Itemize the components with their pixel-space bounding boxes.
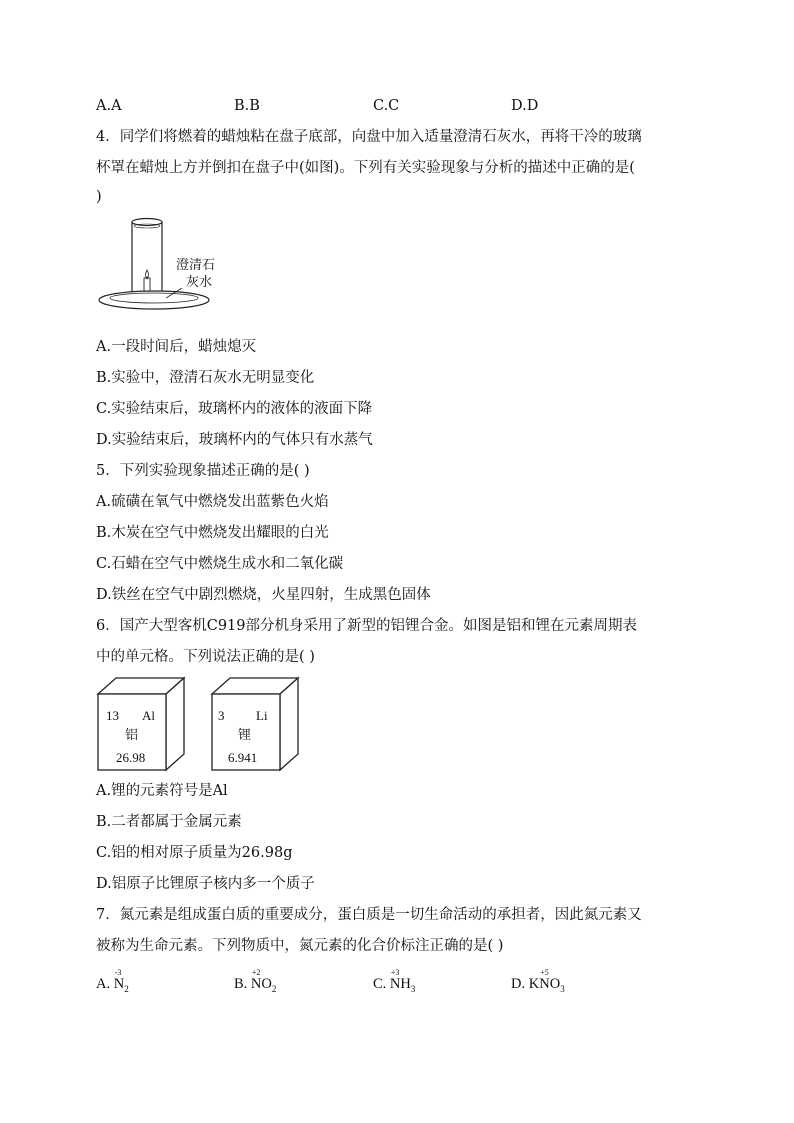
element-cell-lithium <box>210 676 300 772</box>
lithium-symbol: Li <box>256 708 268 723</box>
q6-option-a: A.锂的元素符号是Al <box>96 783 228 799</box>
subscript: 3 <box>560 984 565 994</box>
q3-option-d: D.D <box>511 98 539 114</box>
element-symbol: K <box>528 976 540 992</box>
q6-option-d: D.铝原子比锂原子核内多一个质子 <box>96 876 315 892</box>
element-symbol: O <box>549 976 561 992</box>
element-symbol: N <box>389 976 401 992</box>
lithium-mass: 6.941 <box>228 750 258 765</box>
q7-option-b <box>234 968 277 994</box>
q7-option-a <box>96 968 129 994</box>
option-letter: D. <box>511 976 526 992</box>
q4-stem-line3: ) <box>96 189 102 205</box>
q5-option-c: C.石蜡在空气中燃烧生成水和二氧化碳 <box>96 556 344 572</box>
subscript: 3 <box>410 984 416 994</box>
q3-option-b: B.B <box>234 98 260 114</box>
q7-stem-line2: 被称为生命元素。下列物质中，氮元素的化合价标注正确的是( ) <box>96 938 504 954</box>
lithium-atomic-number: 3 <box>218 708 225 723</box>
oxidation-state: -3 <box>114 968 122 977</box>
q7-option-d <box>511 968 565 994</box>
q5-option-a: A.硫磺在氧气中燃烧发出蓝紫色火焰 <box>96 494 329 510</box>
q6-stem-line2: 中的单元格。下列说法正确的是( ) <box>96 649 315 665</box>
q3-option-a: A.A <box>96 98 122 114</box>
q4-option-b: B.实验中，澄清石灰水无明显变化 <box>96 370 315 386</box>
q6-option-c: C.铝的相对原子质量为26.98g <box>96 845 293 861</box>
q6-option-b: B.二者都属于金属元素 <box>96 814 242 830</box>
q6-stem-line1: 6．国产大型客机C919部分机身采用了新型的铝锂合金。如图是铝和锂在元素周期表 <box>96 618 637 634</box>
figure-label-line2: 灰水 <box>186 274 213 289</box>
element-symbol: N <box>539 976 550 992</box>
aluminum-mass: 26.98 <box>116 750 146 765</box>
q7-stem-line1: 7．氮元素是组成蛋白质的重要成分，蛋白质是一切生命活动的承担者，因此氮元素又 <box>96 907 642 923</box>
oxidation-state: +3 <box>390 968 400 977</box>
q5-stem: 5．下列实验现象描述正确的是( ) <box>96 463 310 479</box>
option-letter: C. <box>373 976 387 992</box>
element-cell-aluminum <box>96 676 186 772</box>
q7-option-c <box>373 968 416 994</box>
element-symbol: N <box>113 976 125 992</box>
q5-option-d: D.铁丝在空气中剧烈燃烧，火星四射，生成黑色固体 <box>96 587 431 603</box>
q4-stem-line2: 杯罩在蜡烛上方并倒扣在盘子中(如图)。下列有关实验现象与分析的描述中正确的是( <box>96 160 635 176</box>
subscript: 2 <box>271 984 277 994</box>
oxidation-state: +2 <box>251 968 261 977</box>
q5-option-b: B.木炭在空气中燃烧发出耀眼的白光 <box>96 525 329 541</box>
lithium-name: 锂 <box>238 727 252 742</box>
figure-label-line1: 澄清石 <box>176 257 216 272</box>
q3-option-c: C.C <box>373 98 400 114</box>
element-symbol: O <box>261 976 272 992</box>
aluminum-name: 铝 <box>125 727 139 742</box>
subscript: 2 <box>124 984 129 994</box>
candle-experiment-figure <box>96 214 236 320</box>
q4-option-c: C.实验结束后，玻璃杯内的液体的液面下降 <box>96 401 373 417</box>
aluminum-symbol: Al <box>142 708 155 723</box>
q4-option-d: D.实验结束后，玻璃杯内的气体只有水蒸气 <box>96 432 373 448</box>
oxidation-state: +5 <box>540 968 549 977</box>
option-letter: A. <box>96 976 111 992</box>
q4-stem-line1: 4．同学们将燃着的蜡烛粘在盘子底部，向盘中加入适量澄清石灰水，再将干冷的玻璃 <box>96 129 642 145</box>
element-symbol: H <box>400 976 411 992</box>
q4-option-a: A.一段时间后，蜡烛熄灭 <box>96 339 257 355</box>
element-symbol: N <box>250 976 262 992</box>
option-letter: B. <box>234 976 248 992</box>
aluminum-atomic-number: 13 <box>106 708 119 723</box>
